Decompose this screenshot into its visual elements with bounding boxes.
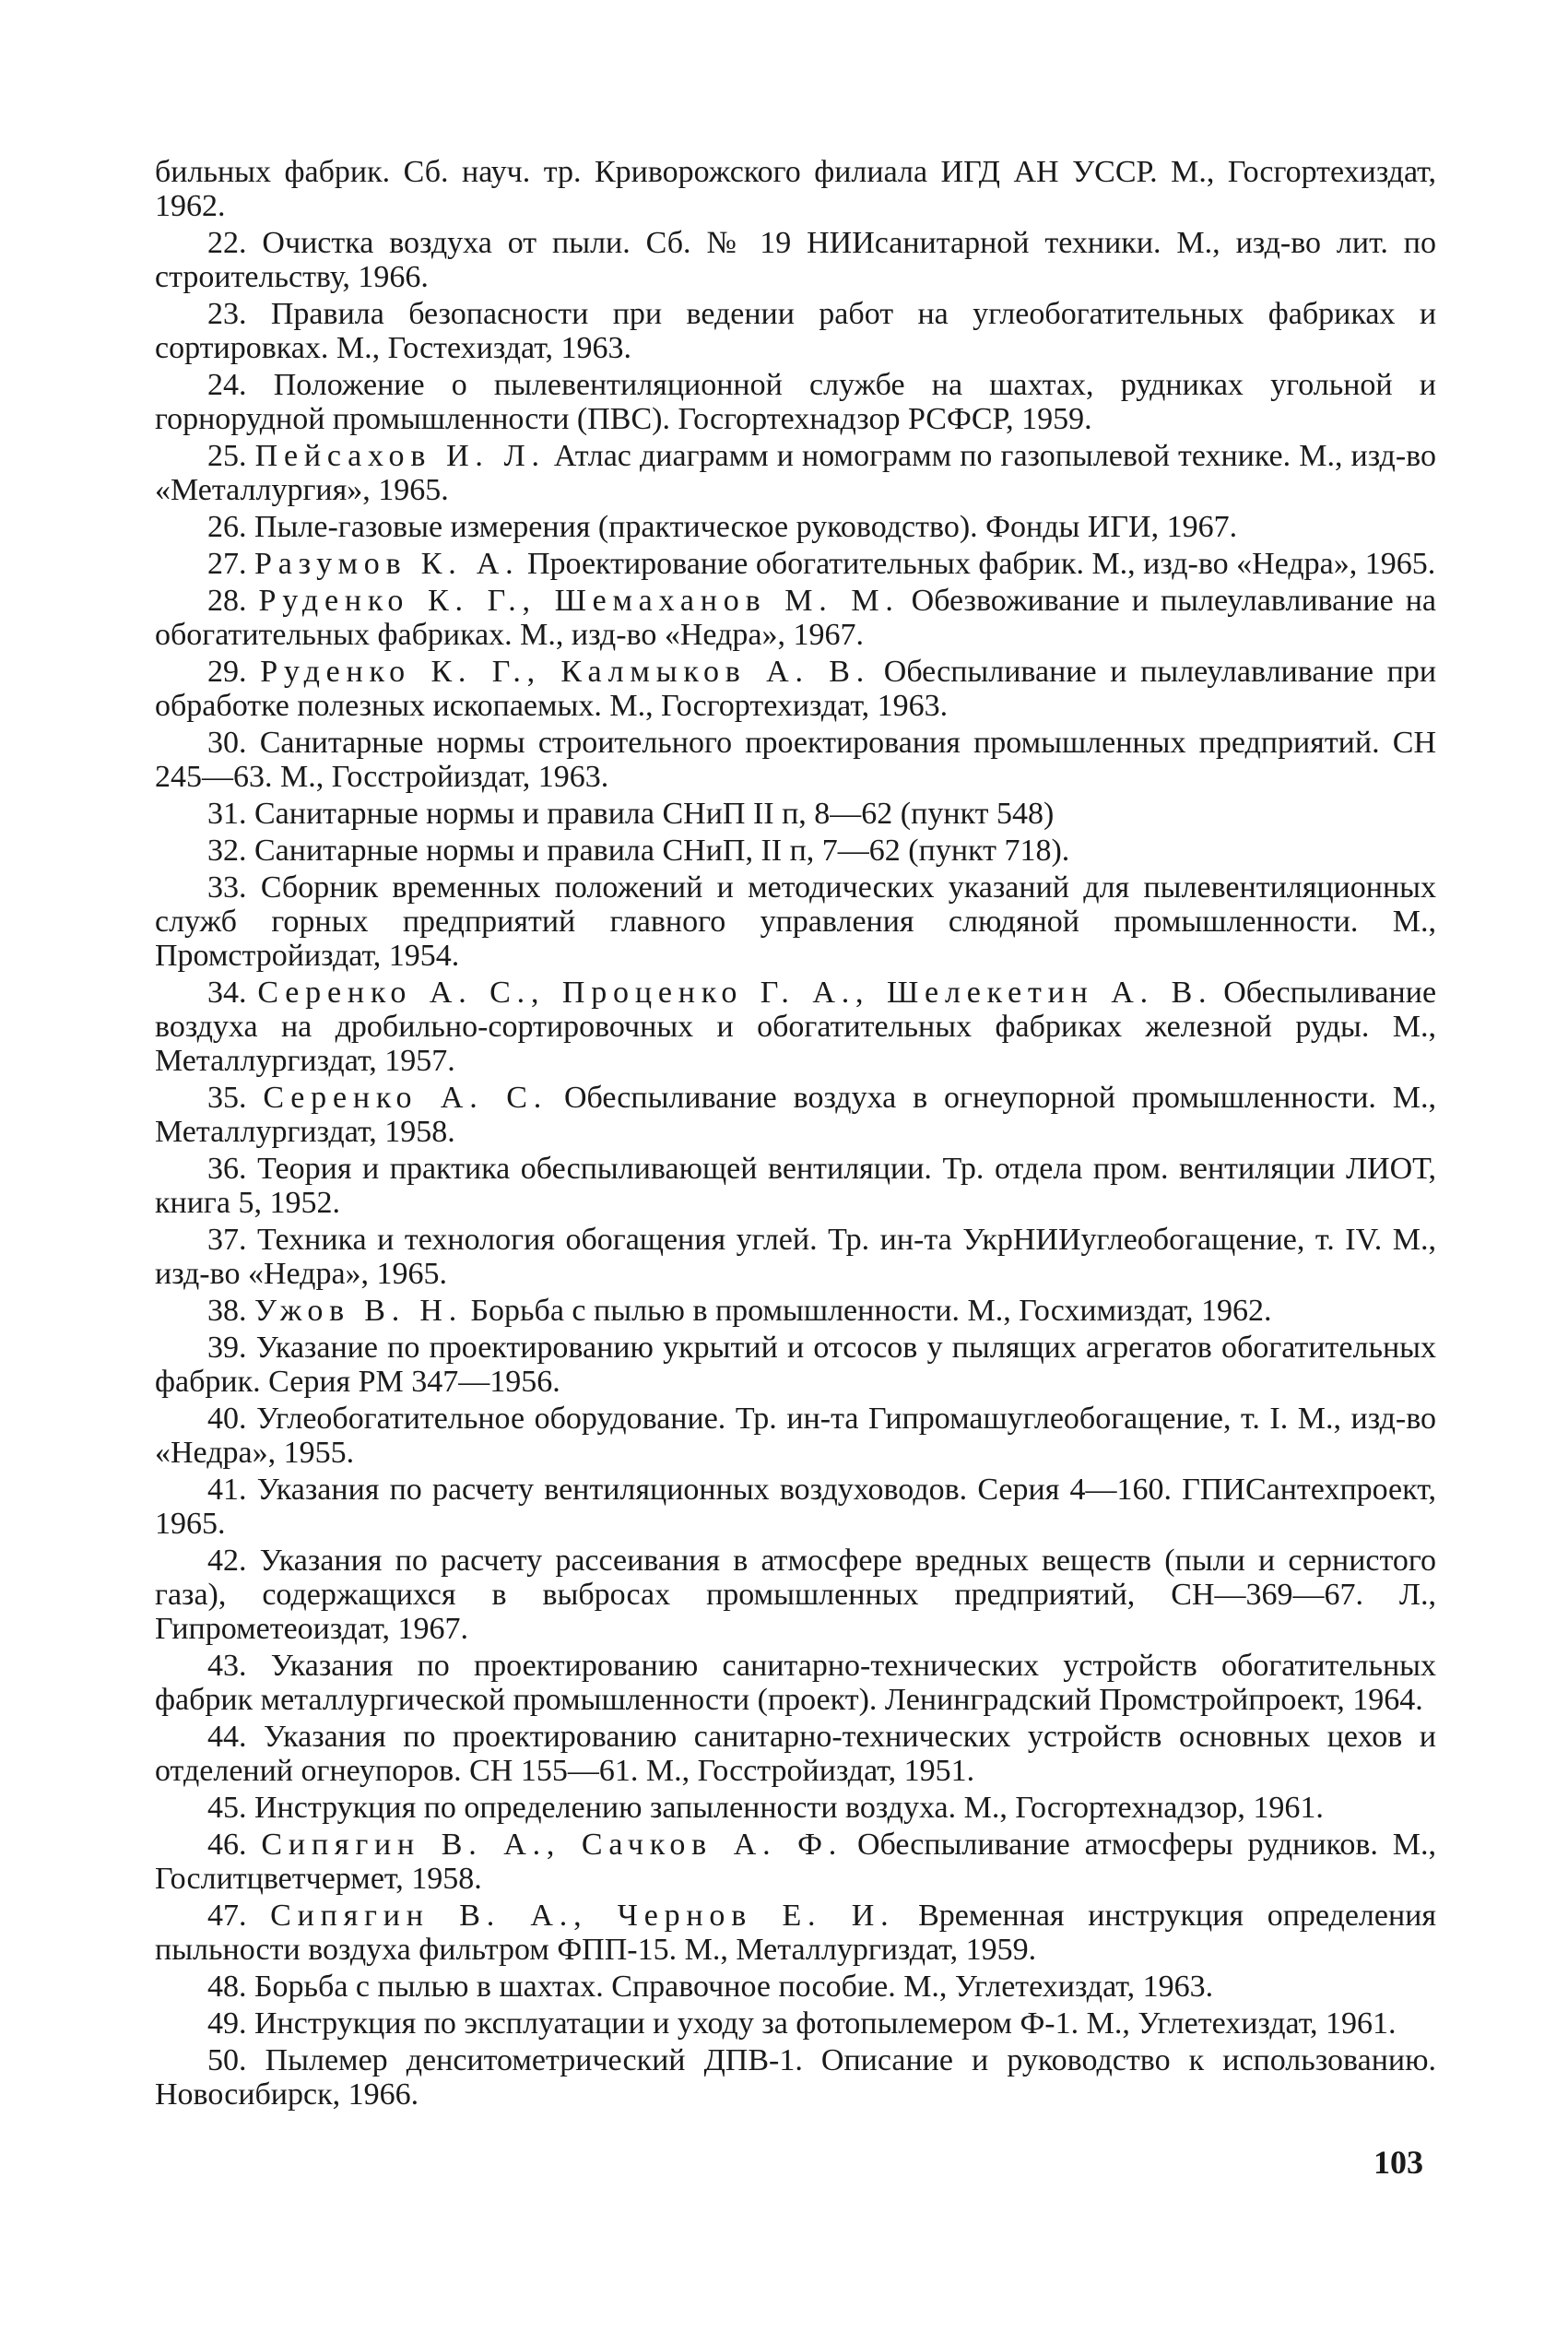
bibliography-entry — [155, 1402, 1436, 1470]
entry-number: 25. — [207, 439, 247, 473]
entry-number: 49. — [207, 2006, 247, 2041]
bibliography-entry — [155, 155, 1436, 223]
entry-text: Положение о пылевентиляционной службе на шахтах, рудниках угольной и горнорудной промышленности (ПВС). Госгортехнадзор РСФСР, 1959. — [155, 368, 1437, 436]
bibliography-entry — [155, 1970, 1436, 2004]
entry-author: Руденко К. Г., Калмыков А. В. — [260, 655, 871, 689]
entry-text: Временная инструкция определения пыльности воздуха фильтром ФПП-15. М., Металлургиздат, 1959. — [155, 1899, 1437, 1967]
bibliography-entry — [155, 1828, 1436, 1896]
entry-number: 31. — [207, 797, 247, 831]
bibliography-entry — [155, 1152, 1436, 1220]
entry-author: Сипягин В. А., Сачков А. Ф. — [261, 1828, 843, 1862]
entry-text: Правила безопасности при ведении работ на углеобогатительных фабриках и сортировках. М., Гостехиздат, 1963. — [155, 297, 1437, 365]
entry-number: 41. — [207, 1473, 247, 1507]
entry-text: Очистка воздуха от пыли. Сб. № 19 НИИсанитарной техники. М., изд-во лит. по строительству, 1966. — [155, 226, 1436, 294]
entry-text: Указания по расчету вентиляционных воздуховодов. Серия 4—160. ГПИСантехпроект, 1965. — [155, 1473, 1437, 1541]
entry-author: Ужов В. Н. — [254, 1294, 464, 1328]
bibliography-list — [155, 155, 1436, 2112]
entry-author: Руденко К. Г., Шемаханов М. М. — [258, 584, 900, 618]
entry-text: бильных фабрик. Сб. науч. тр. Криворожского филиала ИГД АН УССР. М., Госгортехиздат, 1962. — [155, 155, 1436, 223]
entry-number: 45. — [207, 1791, 247, 1825]
bibliography-entry — [155, 1791, 1436, 1825]
entry-text: Инструкция по эксплуатации и уходу за фотопылемером Ф-1. М., Углетехиздат, 1961. — [254, 2006, 1397, 2041]
entry-text: Углеобогатительное оборудование. Тр. ин-та Гипромашуглеобогащение, т. I. М., изд-во «Недра», 1955. — [155, 1402, 1437, 1470]
entry-number: 42. — [207, 1544, 247, 1578]
bibliography-entry — [155, 797, 1436, 831]
entry-number: 34. — [207, 976, 247, 1010]
entry-number: 22. — [207, 226, 247, 260]
entry-number: 36. — [207, 1152, 247, 1186]
bibliography-entry — [155, 226, 1436, 294]
bibliography-page — [155, 155, 1436, 2114]
entry-number: 48. — [207, 1970, 247, 2004]
bibliography-entry — [155, 297, 1436, 365]
entry-number: 27. — [207, 547, 247, 581]
bibliography-entry — [155, 1544, 1436, 1646]
entry-text: Обеспыливание воздуха в огнеупорной промышленности. М., Металлургиздат, 1958. — [155, 1081, 1437, 1149]
entry-number: 44. — [207, 1720, 247, 1754]
entry-text: Инструкция по определению запыленности воздуха. М., Госгортехнадзор, 1961. — [254, 1791, 1324, 1825]
entry-number: 32. — [207, 834, 247, 868]
bibliography-entry — [155, 1331, 1436, 1399]
entry-number: 24. — [207, 368, 247, 402]
entry-text: Указания по проектированию санитарно-технических устройств обогатительных фабрик металлургической промышленности (проект). Ленинградский Промстройпроект, 1964. — [155, 1649, 1436, 1717]
bibliography-entry — [155, 870, 1436, 973]
entry-text: Обезвоживание и пылеулавливание на обогатительных фабриках. М., изд-во «Недра», 1967. — [155, 584, 1437, 652]
entry-text: Санитарные нормы и правила СНиП II п, 8—62 (пункт 548) — [254, 797, 1055, 831]
entry-text: Санитарные нормы строительного проектирования промышленных предприятий. СН 245—63. М., Госстройиздат, 1963. — [155, 726, 1437, 794]
entry-text: Пыле-газовые измерения (практическое руководство). Фонды ИГИ, 1967. — [254, 510, 1238, 544]
entry-number: 35. — [207, 1081, 247, 1115]
bibliography-entry — [155, 976, 1436, 1078]
bibliography-entry — [155, 834, 1436, 868]
entry-text: Пылемер денситометрический ДПВ-1. Описание и руководство к использованию. Новосибирск, 1966. — [155, 2043, 1436, 2112]
entry-number: 50. — [207, 2043, 247, 2077]
bibliography-entry — [155, 1473, 1436, 1541]
entry-number: 28. — [207, 584, 247, 618]
entry-number: 47. — [207, 1899, 247, 1933]
page-number: 103 — [1373, 2144, 1423, 2181]
bibliography-entry — [155, 510, 1436, 544]
entry-number: 37. — [207, 1223, 247, 1257]
entry-text: Обеспыливание и пылеулавливание при обработке полезных ископаемых. М., Госгортехиздат, 1963. — [155, 655, 1437, 723]
entry-author: Разумов К. А. — [254, 547, 520, 581]
entry-author: Сипягин В. А., Чернов Е. И. — [270, 1899, 895, 1933]
entry-text: Проектирование обогатительных фабрик. М., изд-во «Недра», 1965. — [526, 547, 1436, 581]
entry-number: 43. — [207, 1649, 247, 1683]
bibliography-entry — [155, 2006, 1436, 2041]
bibliography-entry — [155, 368, 1436, 436]
entry-number: 39. — [207, 1331, 247, 1365]
entry-number: 46. — [207, 1828, 247, 1862]
bibliography-entry — [155, 1720, 1436, 1788]
entry-text: Техника и технология обогащения углей. Тр. ин-та УкрНИИуглеобогащение, т. IV. М., изд-во «Недра», 1965. — [155, 1223, 1437, 1291]
bibliography-entry — [155, 2043, 1436, 2112]
entry-number: 29. — [207, 655, 247, 689]
entry-author: Серенко А. С., Проценко Г. А., Шелекетин А. В. — [257, 976, 1213, 1010]
entry-text: Сборник временных положений и методических указаний для пылевентиляционных служб горных предприятий главного управления слюдяной промышленности. М., Промстройиздат, 1954. — [155, 870, 1437, 973]
bibliography-entry — [155, 1899, 1436, 1967]
entry-text: Атлас диаграмм и номограмм по газопылевой технике. М., изд-во «Металлургия», 1965. — [155, 439, 1436, 507]
entry-text: Указание по проектированию укрытий и отсосов у пылящих агрегатов обогатительных фабрик. Серия РМ 347—1956. — [155, 1331, 1437, 1399]
entry-text: Борьба с пылью в промышленности. М., Госхимиздат, 1962. — [470, 1294, 1272, 1328]
entry-author: Серенко А. С. — [263, 1081, 548, 1115]
bibliography-entry — [155, 655, 1436, 723]
entry-text: Обеспыливание атмосферы рудников. М., Гослитцветчермет, 1958. — [155, 1828, 1437, 1896]
entry-number: 38. — [207, 1294, 247, 1328]
bibliography-entry — [155, 1294, 1436, 1328]
bibliography-entry — [155, 1649, 1436, 1717]
entry-text: Теория и практика обеспыливающей вентиляции. Тр. отдела пром. вентиляции ЛИОТ, книга 5, 1952. — [155, 1152, 1437, 1220]
bibliography-entry — [155, 1223, 1436, 1291]
entry-text: Борьба с пылью в шахтах. Справочное пособие. М., Углетехиздат, 1963. — [254, 1970, 1214, 2004]
entry-number: 26. — [207, 510, 247, 544]
bibliography-entry — [155, 547, 1436, 581]
bibliography-entry — [155, 726, 1436, 794]
bibliography-entry — [155, 584, 1436, 652]
entry-number: 23. — [207, 297, 247, 331]
entry-author: Пейсахов И. Л. — [254, 439, 546, 473]
bibliography-entry — [155, 439, 1436, 507]
entry-number: 30. — [207, 726, 247, 760]
entry-text: Указания по проектированию санитарно-технических устройств основных цехов и отделений огнеупоров. СН 155—61. М., Госстройиздат, 1951. — [155, 1720, 1437, 1788]
entry-text: Указания по расчету рассеивания в атмосфере вредных веществ (пыли и сернистого газа), содержащихся в выбросах промышленных предприятий, СН—369—67. Л., Гипрометеоиздат, 1967. — [155, 1544, 1436, 1646]
bibliography-entry — [155, 1081, 1436, 1149]
entry-text: Санитарные нормы и правила СНиП, II п, 7—62 (пункт 718). — [254, 834, 1070, 868]
entry-number: 40. — [207, 1402, 247, 1436]
entry-text: Обеспыливание воздуха на дробильно-сортировочных и обогатительных фабриках железной руды. М., Металлургиздат, 1957. — [155, 976, 1437, 1078]
entry-number: 33. — [207, 870, 247, 905]
